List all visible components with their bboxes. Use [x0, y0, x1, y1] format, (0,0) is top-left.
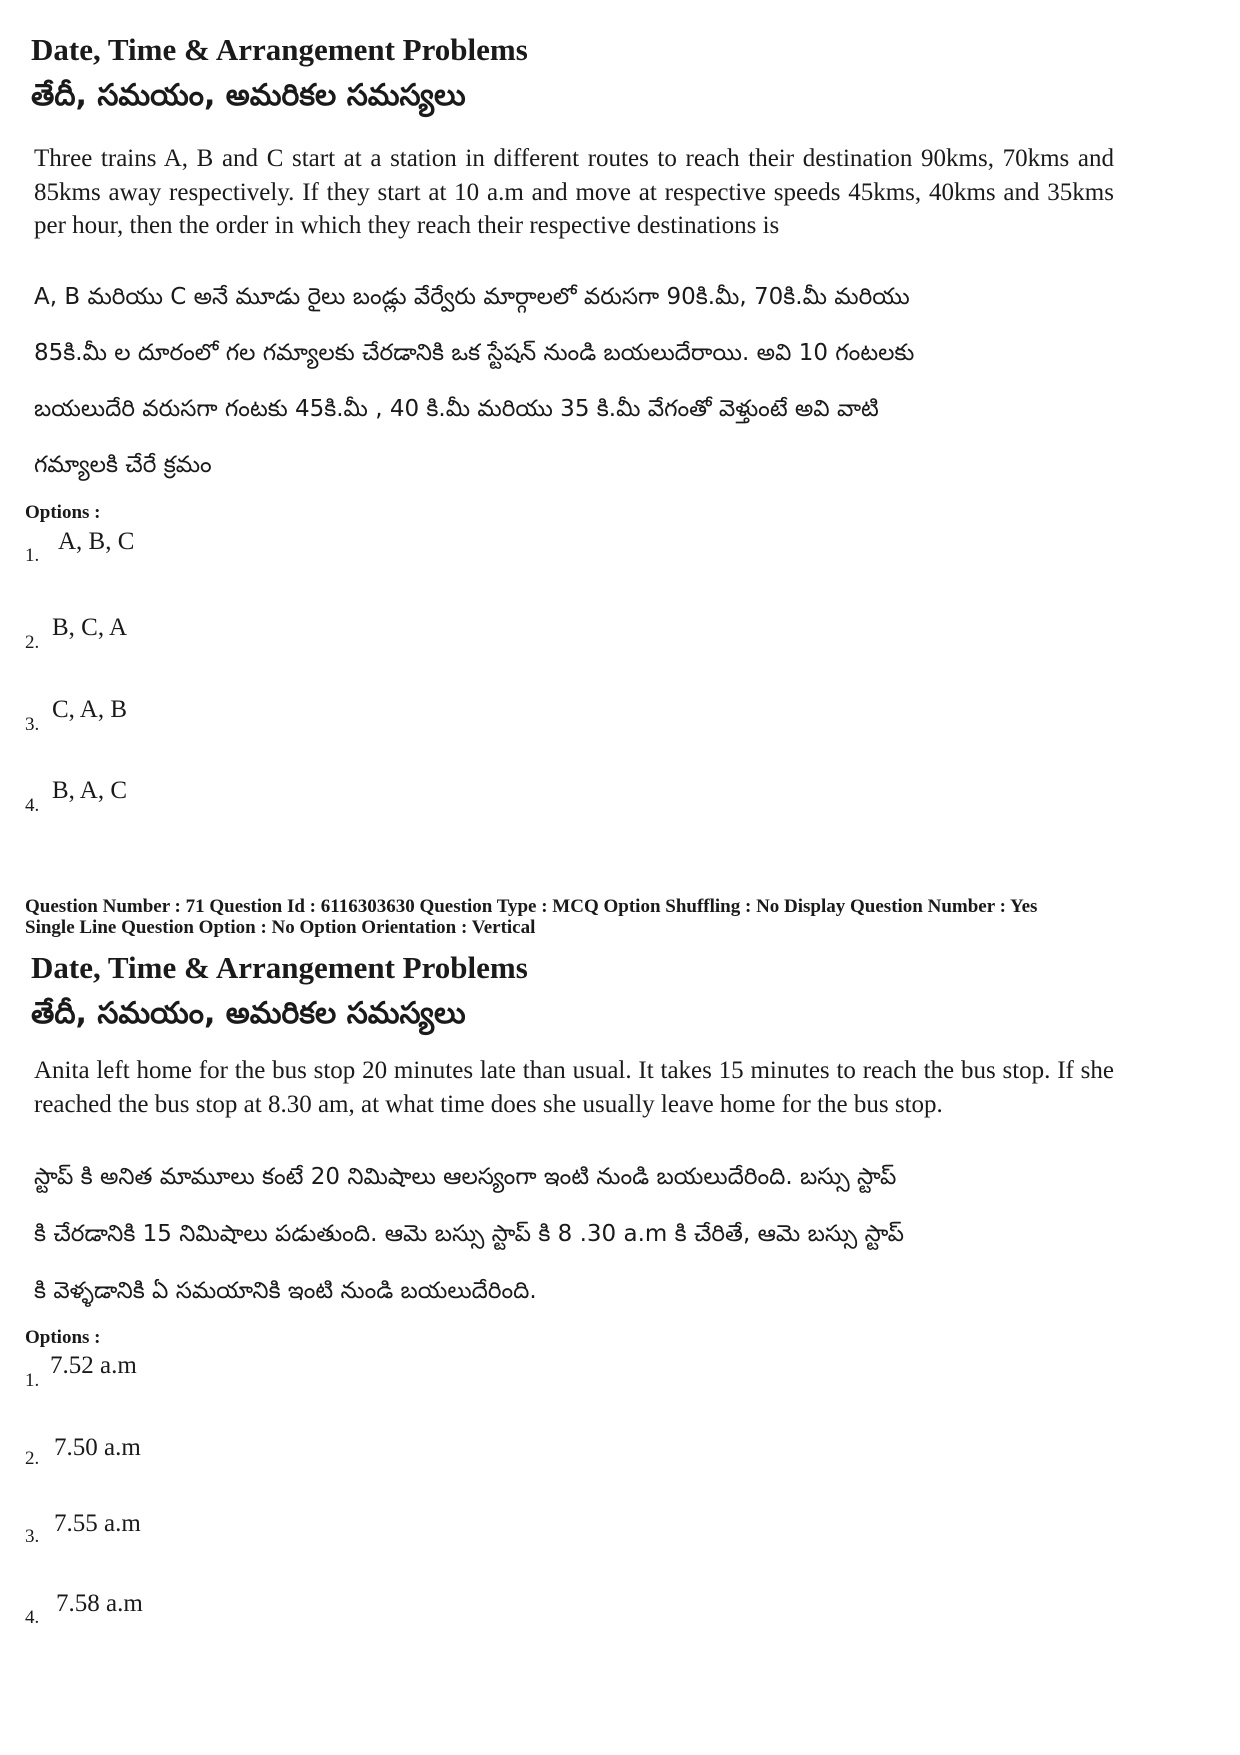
q2-options-label: Options : [25, 1327, 101, 1348]
q1-question-text-en: Three trains A, B and C start at a station in different routes to reach their destination 90kms, 70kms and 85kms away respectively. If they start at 10 a.m and move at respective speeds 45kms, 40kms and 35kms per hour, then the order in which they reach their respective destinations is [34, 145, 1114, 239]
q2-option-number: 3. [25, 1526, 40, 1547]
q1-option-text: C, A, B [52, 696, 128, 723]
q1-option-number: 4. [25, 795, 40, 816]
q2-meta-line: Single Line Question Option : No Option Orientation : Vertical [25, 917, 536, 938]
q2-heading-en: Date, Time & Arrangement Problems [31, 950, 528, 985]
q2-option-number: 2. [25, 1448, 40, 1469]
q1-options-label: Options : [25, 502, 101, 523]
q1-question-text-te-line: గమ్యాలకి చేరే క్రమం [34, 452, 212, 478]
q1-question-text-te-line: 85కి.మీ ల దూరంలో గల గమ్యాలకు చేరడానికి ఒక స్టేషన్ నుండి బయలుదేరాయి. అవి 10 గంటలకు [34, 340, 915, 366]
q1-question-text-te-line: బయలుదేరి వరుసగా గంటకు 45కి.మీ , 40 కి.మీ మరియు 35 కి.మీ వేగంతో వెళ్తుంటే అవి వాటి [34, 396, 879, 422]
q2-meta-line: Question Number : 71 Question Id : 6116303630 Question Type : MCQ Option Shuffling : No Display Question Number : Yes [25, 896, 1038, 917]
q2-option-text: 7.52 a.m [50, 1352, 137, 1379]
q2-question-text-te-line: కి చేరడానికి 15 నిమిషాలు పడుతుంది. ఆమె బస్సు స్టాప్ కి 8 .30 a.m కి చేరితే, ఆమె బస్సు స్టాప్ [34, 1221, 904, 1247]
q1-question-text-te-line: A, B మరియు C అనే మూడు రైలు బండ్లు వేర్వేరు మార్గాలలో వరుసగా 90కి.మీ, 70కి.మీ మరియు [34, 284, 910, 310]
q2-question-text-en: Anita left home for the bus stop 20 minutes late than usual. It takes 15 minutes to reach the bus stop. If she reached the bus stop at 8.30 am, at what time does she usually leave home for the bus stop. [34, 1057, 1114, 1118]
q1-option-text: A, B, C [58, 528, 135, 555]
q1-option-text: B, C, A [52, 614, 128, 641]
q2-option-text: 7.55 a.m [54, 1510, 141, 1537]
q2-option-number: 4. [25, 1607, 40, 1628]
q2-question-text-te-line: స్టాప్ కి అనిత మామూలు కంటే 20 నిమిషాలు ఆలస్యంగా ఇంటి నుండి బయలుదేరింది. బస్సు స్టాప్ [34, 1164, 897, 1190]
q2-heading-te: తేదీ, సమయం, అమరికల సమస్యలు [31, 996, 466, 1031]
q1-option-number: 3. [25, 714, 40, 735]
q1-option-text: B, A, C [52, 777, 128, 804]
q2-option-text: 7.58 a.m [56, 1590, 143, 1617]
q1-heading-en: Date, Time & Arrangement Problems [31, 32, 528, 67]
q2-option-number: 1. [25, 1370, 40, 1391]
q1-heading-te: తేదీ, సమయం, అమరికల సమస్యలు [31, 78, 466, 113]
q2-question-text-te-line: కి వెళ్ళడానికి ఏ సమయానికి ఇంటి నుండి బయలుదేరింది. [34, 1278, 537, 1304]
q2-option-text: 7.50 a.m [54, 1434, 141, 1461]
q1-option-number: 2. [25, 632, 40, 653]
q1-option-number: 1. [25, 545, 40, 566]
